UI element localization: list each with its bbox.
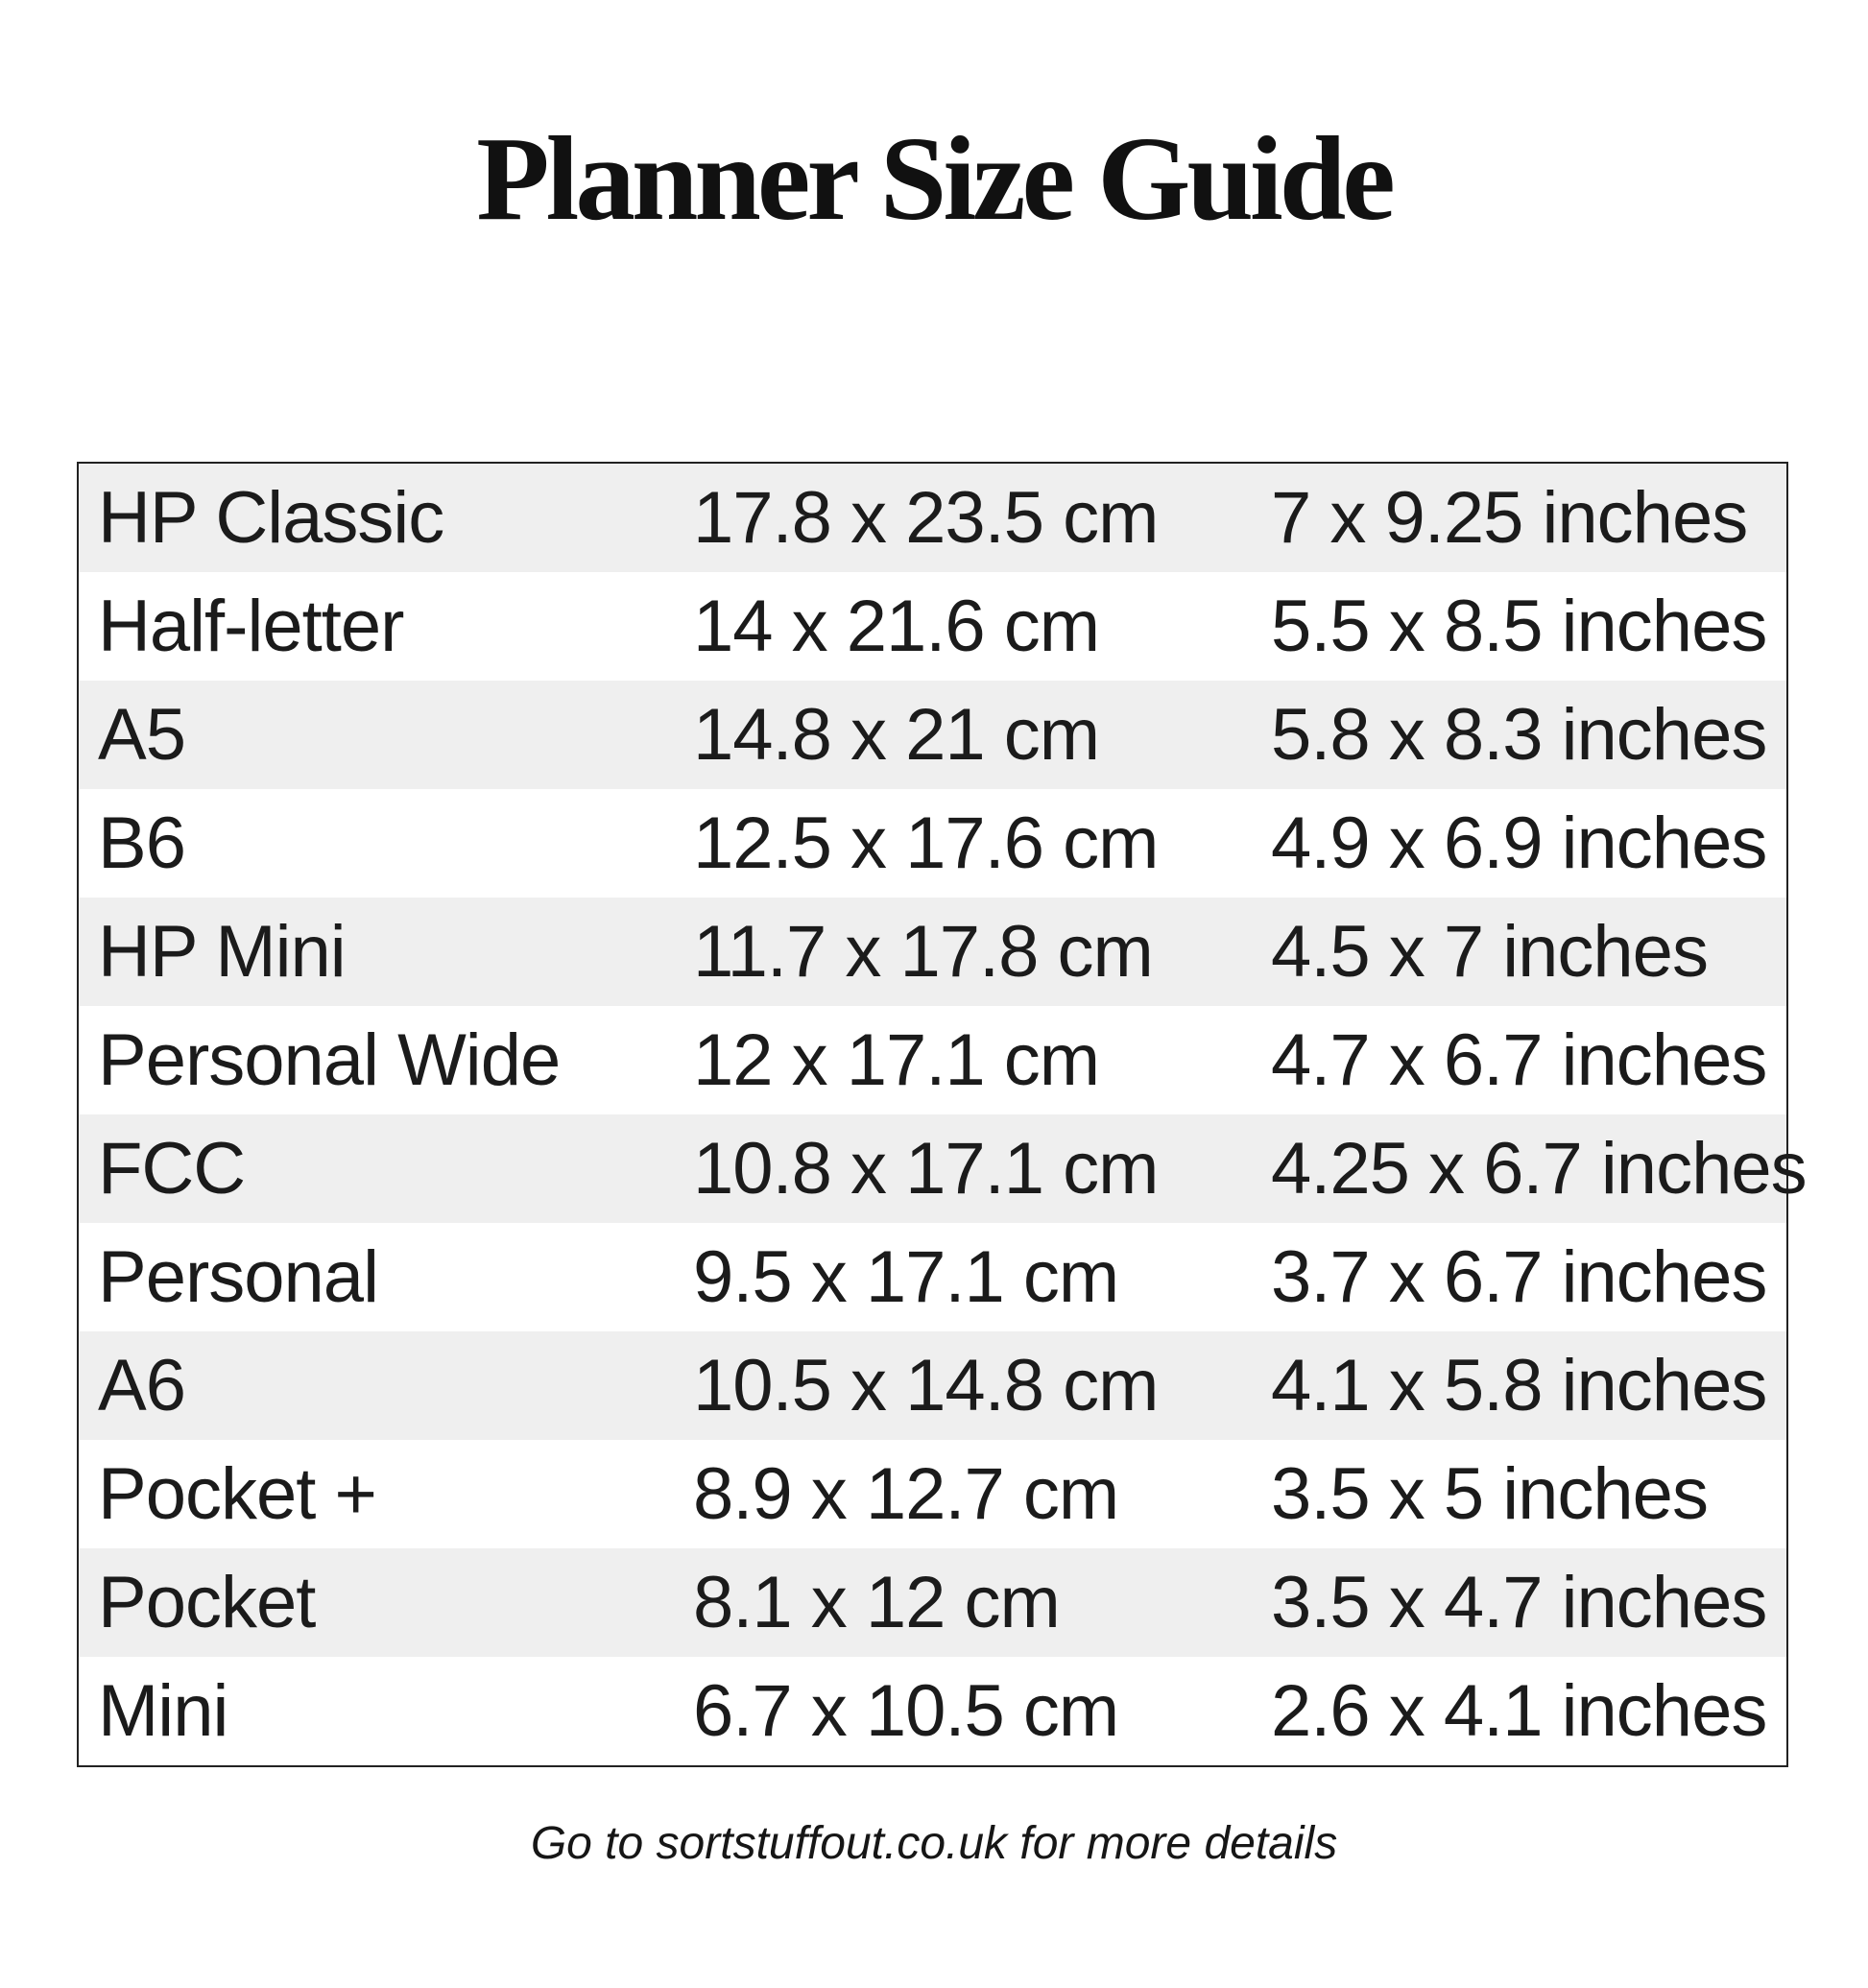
size-cm-cell: 6.7 x 10.5 cm	[693, 1669, 1119, 1752]
size-inches-cell: 3.7 x 6.7 inches	[1271, 1235, 1767, 1318]
planner-name-cell: FCC	[98, 1127, 246, 1210]
size-cm-cell: 8.1 x 12 cm	[693, 1561, 1060, 1643]
size-inches-cell: 2.6 x 4.1 inches	[1271, 1669, 1767, 1752]
table-row	[79, 1006, 1786, 1114]
page-title: Planner Size Guide	[476, 113, 1392, 246]
planner-name-cell: Half-letter	[98, 585, 404, 667]
planner-name-cell: B6	[98, 802, 185, 884]
size-cm-cell: 8.9 x 12.7 cm	[693, 1452, 1119, 1535]
size-inches-cell: 4.7 x 6.7 inches	[1271, 1018, 1767, 1101]
planner-name-cell: Personal	[98, 1235, 378, 1318]
size-inches-cell: 4.1 x 5.8 inches	[1271, 1344, 1767, 1426]
planner-name-cell: Pocket	[98, 1561, 316, 1643]
planner-name-cell: Pocket +	[98, 1452, 376, 1535]
planner-name-cell: A6	[98, 1344, 185, 1426]
table-row	[79, 898, 1786, 1006]
size-inches-cell: 7 x 9.25 inches	[1271, 476, 1748, 559]
size-cm-cell: 17.8 x 23.5 cm	[693, 476, 1159, 559]
size-cm-cell: 14 x 21.6 cm	[693, 585, 1100, 667]
size-cm-cell: 14.8 x 21 cm	[693, 693, 1100, 776]
table-row	[79, 789, 1786, 898]
footer-note: Go to sortstuffout.co.uk for more details	[530, 1818, 1338, 1869]
planner-name-cell: HP Mini	[98, 910, 346, 993]
table-row	[79, 1657, 1786, 1765]
table-row	[79, 1331, 1786, 1440]
planner-name-cell: HP Classic	[98, 476, 444, 559]
planner-name-cell: Mini	[98, 1669, 228, 1752]
planner-name-cell: A5	[98, 693, 185, 776]
size-cm-cell: 11.7 x 17.8 cm	[693, 910, 1153, 993]
table-row	[79, 1548, 1786, 1657]
table-row	[79, 681, 1786, 789]
size-inches-cell: 5.8 x 8.3 inches	[1271, 693, 1767, 776]
size-inches-cell: 3.5 x 5 inches	[1271, 1452, 1708, 1535]
size-inches-cell: 5.5 x 8.5 inches	[1271, 585, 1767, 667]
table-row	[79, 1223, 1786, 1331]
table-row	[79, 464, 1786, 572]
size-inches-cell: 4.9 x 6.9 inches	[1271, 802, 1767, 884]
table-row	[79, 1440, 1786, 1548]
size-cm-cell: 9.5 x 17.1 cm	[693, 1235, 1119, 1318]
size-cm-cell: 12.5 x 17.6 cm	[693, 802, 1159, 884]
size-inches-cell: 4.5 x 7 inches	[1271, 910, 1708, 993]
planner-name-cell: Personal Wide	[98, 1018, 561, 1101]
table-row	[79, 1114, 1807, 1223]
size-inches-cell: 3.5 x 4.7 inches	[1271, 1561, 1767, 1643]
size-cm-cell: 10.8 x 17.1 cm	[693, 1127, 1159, 1210]
size-cm-cell: 12 x 17.1 cm	[693, 1018, 1100, 1101]
table-row	[79, 572, 1786, 681]
size-cm-cell: 10.5 x 14.8 cm	[693, 1344, 1159, 1426]
size-inches-cell: 4.25 x 6.7 inches	[1271, 1127, 1807, 1210]
size-table	[77, 462, 1807, 1767]
